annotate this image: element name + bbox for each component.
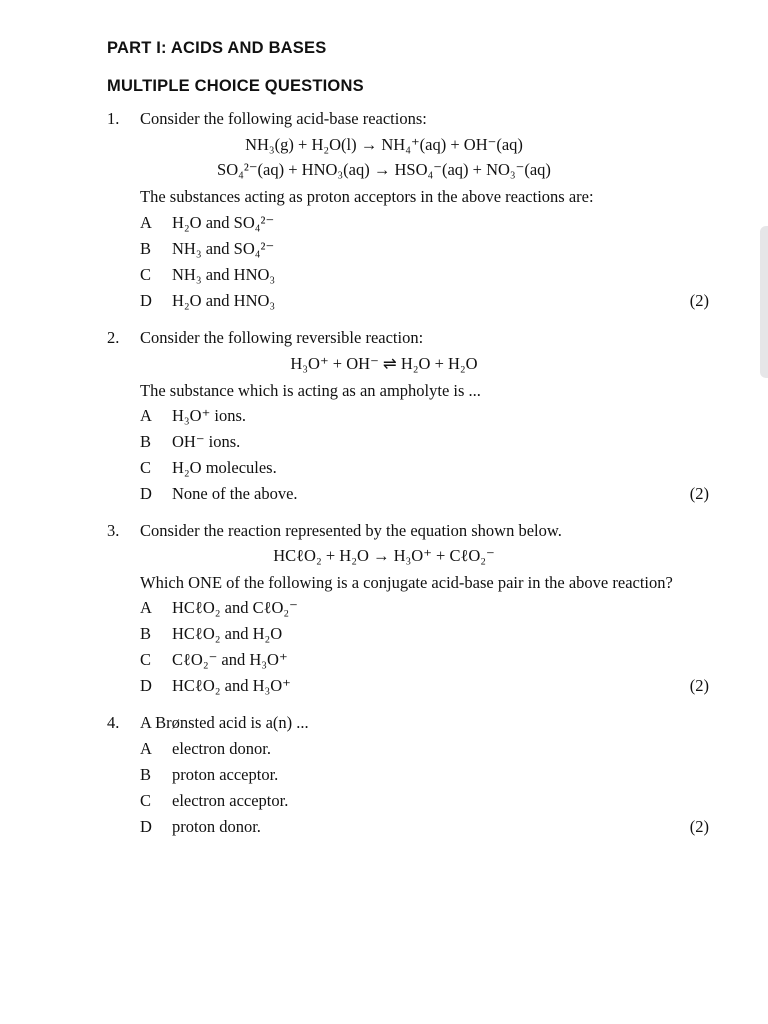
- option-letter: A: [140, 739, 152, 758]
- option-text[interactable]: NH₃ and HNO₃: [172, 265, 276, 284]
- option-text[interactable]: electron donor.: [172, 739, 271, 758]
- option-letter: C: [140, 791, 152, 810]
- equation: NH₃(g) + H₂O(l) → NH₄⁺(aq) + OH⁻(aq): [245, 135, 523, 154]
- option-letter: C: [140, 458, 152, 477]
- option-text[interactable]: NH₃ and SO₄²⁻: [172, 239, 275, 258]
- question-prompt: Which ONE of the following is a conjugate acid-base pair in the above reaction?: [140, 573, 673, 592]
- option-text[interactable]: H₂O and SO₄²⁻: [172, 213, 275, 232]
- option-text[interactable]: CℓO₂⁻ and H₃O⁺: [172, 650, 288, 669]
- question-prompt: The substance which is acting as an ampholyte is ...: [140, 381, 481, 400]
- question-stem: Consider the following reversible reaction:: [140, 328, 424, 347]
- question-stem: Consider the following acid-base reactions:: [140, 109, 427, 128]
- option-text[interactable]: HCℓO₂ and H₃O⁺: [172, 676, 291, 695]
- question-prompt: The substances acting as proton acceptors in the above reactions are:: [140, 187, 594, 206]
- section-title: PART I: ACIDS AND BASES: [107, 39, 327, 57]
- option-letter: D: [140, 484, 152, 503]
- option-letter: D: [140, 291, 152, 310]
- option-letter: A: [140, 406, 152, 425]
- option-letter: C: [140, 265, 152, 284]
- option-letter: A: [140, 213, 152, 232]
- option-letter: C: [140, 650, 152, 669]
- question-stem: Consider the reaction represented by the equation shown below.: [140, 521, 562, 540]
- option-letter: B: [140, 239, 152, 258]
- question-number: 4.: [107, 713, 120, 732]
- option-text[interactable]: H₂O molecules.: [172, 458, 277, 477]
- marks: (2): [689, 484, 709, 503]
- option-text[interactable]: H₂O and HNO₃: [172, 291, 276, 310]
- option-letter: B: [140, 624, 152, 643]
- option-letter: B: [140, 432, 152, 451]
- question-number: 3.: [107, 521, 120, 540]
- option-text[interactable]: electron acceptor.: [172, 791, 289, 810]
- option-letter: D: [140, 676, 152, 695]
- equation: H₃O⁺ + OH⁻ ⇌ H₂O + H₂O: [290, 354, 478, 373]
- option-text[interactable]: H₃O⁺ ions.: [172, 406, 247, 425]
- question-stem: A Brønsted acid is a(n) ...: [140, 713, 309, 732]
- option-letter: A: [140, 598, 152, 617]
- option-letter: B: [140, 765, 152, 784]
- question-number: 2.: [107, 328, 120, 347]
- option-text[interactable]: HCℓO₂ and H₂O: [172, 624, 283, 643]
- equation: HCℓO₂ + H₂O → H₃O⁺ + CℓO₂⁻: [273, 546, 495, 565]
- marks: (2): [689, 291, 709, 310]
- option-text[interactable]: HCℓO₂ and CℓO₂⁻: [172, 598, 298, 617]
- marks: (2): [689, 817, 709, 836]
- option-text[interactable]: OH⁻ ions.: [172, 432, 241, 451]
- option-letter: D: [140, 817, 152, 836]
- option-text[interactable]: proton donor.: [172, 817, 261, 836]
- option-text[interactable]: proton acceptor.: [172, 765, 279, 784]
- question-number: 1.: [107, 109, 120, 128]
- equation: SO₄²⁻(aq) + HNO₃(aq) → HSO₄⁻(aq) + NO₃⁻(aq): [217, 160, 551, 179]
- subsection-title: MULTIPLE CHOICE QUESTIONS: [107, 77, 364, 95]
- marks: (2): [689, 676, 709, 695]
- option-text[interactable]: None of the above.: [172, 484, 298, 503]
